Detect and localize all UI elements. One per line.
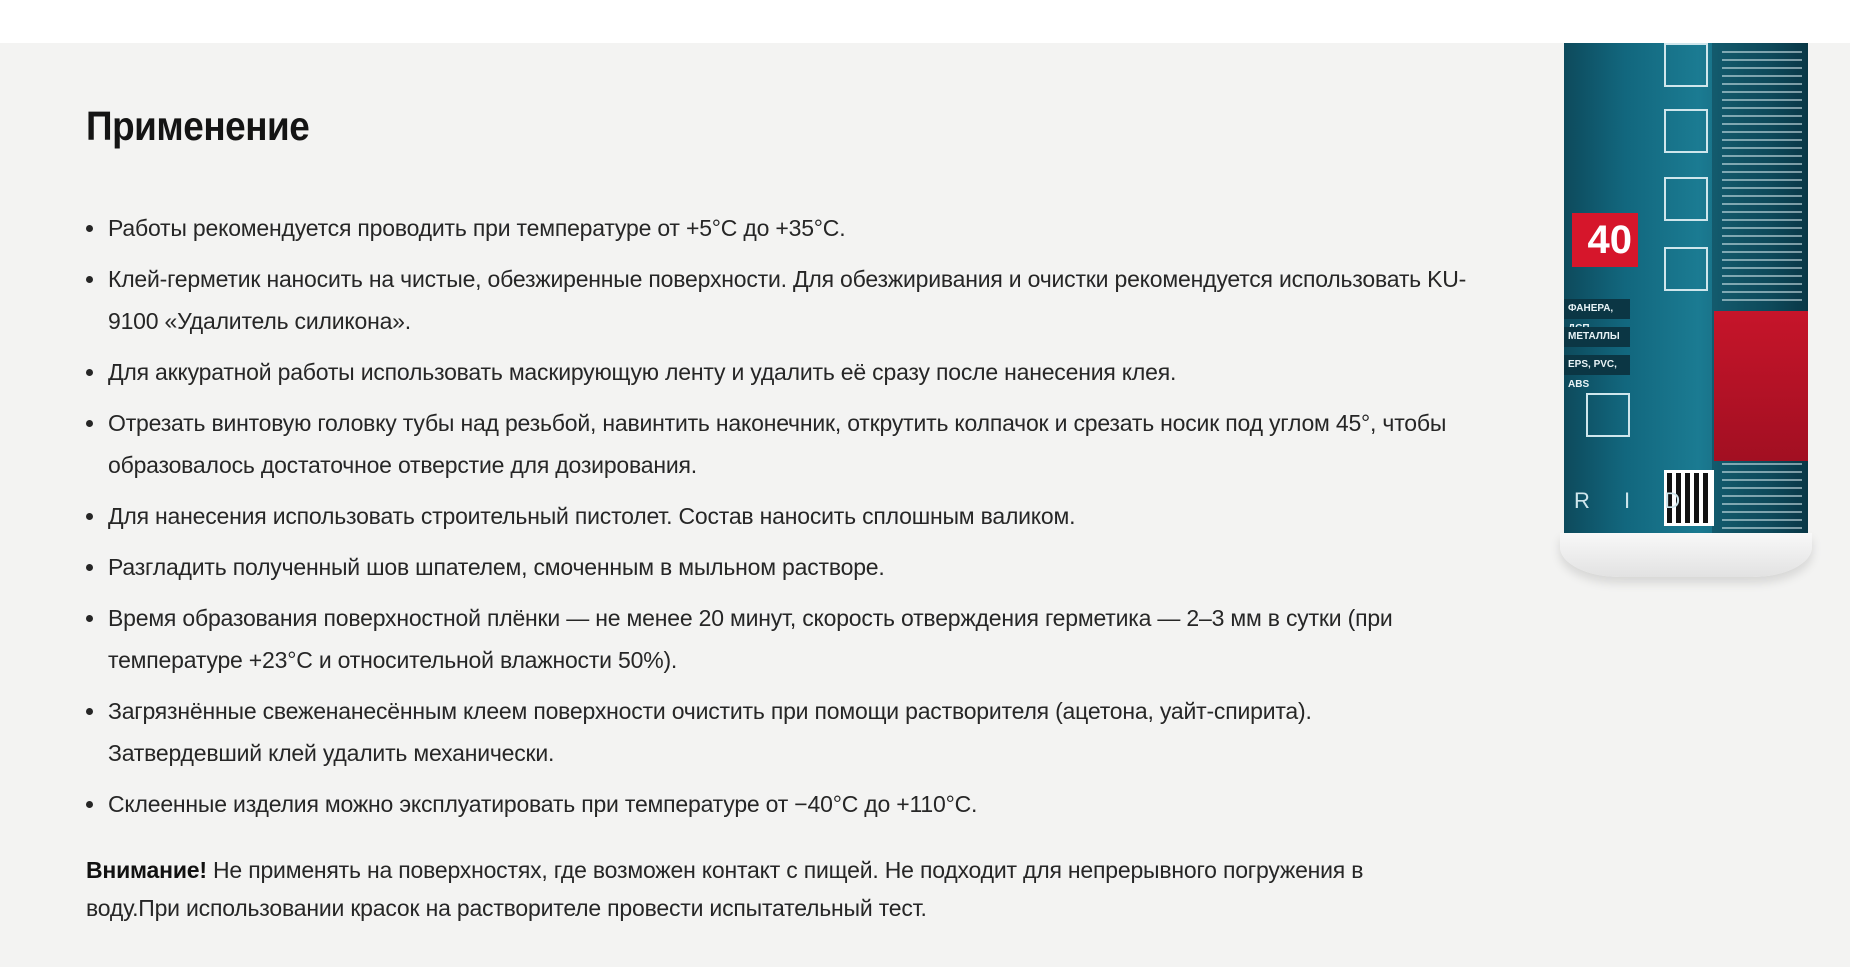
list-item: Для аккуратной работы использовать маскирующую ленту и удалить её сразу после нанесения клея.: [86, 351, 1348, 393]
label-text-lines: [1722, 51, 1802, 301]
sealant-tube: [1564, 43, 1808, 548]
material-tag: ФАНЕРА,: [1564, 299, 1630, 319]
list-item: Время образования поверхностной плёнки — не менее 20 минут, скорость отверждения герметика — 2–3 мм в сутки (при температуре +23°C и относительной влажности 50%).: [86, 597, 1408, 681]
list-item: Отрезать винтовую головку тубы над резьбой, навинтить наконечник, открутить колпачок и срезать носик под углом 45°, чтобы образовалось достаточное отверстие для дозирования.: [86, 402, 1448, 486]
warning-label: Внимание!: [86, 857, 207, 884]
tube-cap: [1560, 533, 1812, 577]
brand-letters: R I D: [1574, 488, 1695, 513]
label-text-lines: [1722, 463, 1802, 533]
list-item: Работы рекомендуется проводить при температуре от +5°C до +35°C.: [86, 207, 1348, 249]
section-title: Применение: [86, 103, 310, 149]
list-item: Разгладить полученный шов шпателем, смоченным в мыльном растворе.: [86, 546, 1348, 588]
product-badge: 40: [1572, 213, 1638, 267]
top-bar: [0, 0, 1850, 43]
warning-note: [86, 851, 1406, 927]
usage-icon: [1664, 43, 1708, 87]
application-section: [86, 100, 1486, 950]
usage-icon: [1664, 109, 1708, 153]
product-image: [1560, 43, 1812, 583]
list-item: Клей-герметик наносить на чистые, обезжиренные поверхности. Для обезжиривания и очистки рекомендуется использовать KU-9100 «Удалитель силикона».: [86, 258, 1478, 342]
warning-text: Не применять на поверхностях, где возможен контакт с пищей. Не подходит для непрерывного погружения в воду.При использовании красок на растворителе провести испытательный тест.: [86, 857, 1364, 922]
list-item: Склеенные изделия можно эксплуатировать при температуре от −40°C до +110°C.: [86, 783, 1348, 825]
usage-icon: [1664, 177, 1708, 221]
material-tag: МЕТАЛЛЫ: [1564, 327, 1630, 347]
list-item: Для нанесения использовать строительный пистолет. Состав наносить сплошным валиком.: [86, 495, 1348, 537]
instructions-list: [86, 207, 1486, 825]
warning-band: [1714, 311, 1808, 461]
usage-icon: [1664, 247, 1708, 291]
list-item: Загрязнённые свеженанесённым клеем поверхности очистить при помощи растворителя (ацетона, уайт-спирита). Затвердевший клей удалить механически.: [86, 690, 1408, 774]
material-tag: EPS, PVC, ABS: [1564, 355, 1630, 375]
house-icon: [1586, 393, 1630, 437]
